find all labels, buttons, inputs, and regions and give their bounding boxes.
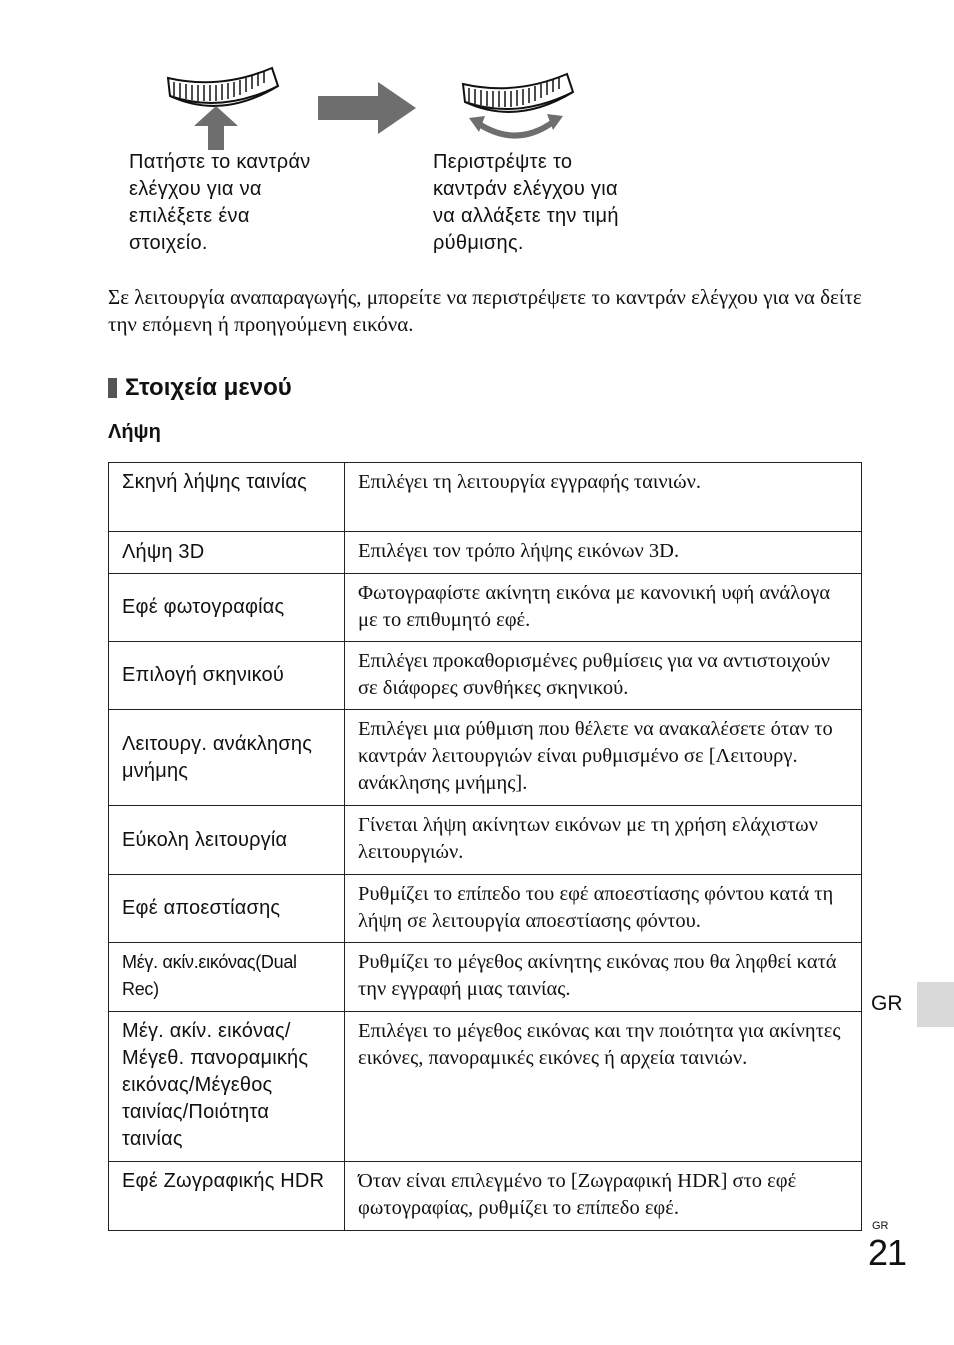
caption-line: στοιχείο. xyxy=(129,232,208,254)
menu-item-description: Επιλέγει προκαθορισμένες ρυθμίσεις για να αντιστοιχούν σε διάφορες συνθήκες σκηνικού. xyxy=(345,642,862,710)
press-dial-caption xyxy=(129,149,311,257)
menu-item-description: Γίνεται λήψη ακίνητων εικόνων με τη χρήση ελάχιστων λειτουργιών. xyxy=(345,806,862,875)
rotate-dial-caption xyxy=(433,149,619,257)
menu-item-description: Όταν είναι επιλεγμένο το [Ζωγραφική HDR] στο εφέ φωτογραφίας, ρυθμίζει το επίπεδο εφέ. xyxy=(345,1162,862,1231)
menu-item-description: Επιλέγει τη λειτουργία εγγραφής ταινιών. xyxy=(345,463,862,532)
menu-item-description: Επιλέγει τον τρόπο λήψης εικόνων 3D. xyxy=(345,532,862,574)
menu-items-table xyxy=(108,462,862,1231)
menu-item-description: Ρυθμίζει το μέγεθος ακίνητης εικόνας που θα ληφθεί κατά την εγγραφή μιας ταινίας. xyxy=(345,943,862,1012)
press-dial-illustration xyxy=(160,60,290,152)
table-row xyxy=(109,1012,862,1162)
menu-item-name: Επιλογή σκηνικού xyxy=(109,642,345,710)
caption-line: Περιστρέψτε το xyxy=(433,151,573,173)
side-tab-marker xyxy=(917,982,954,1027)
right-arrow-icon xyxy=(318,82,418,134)
table-row xyxy=(109,710,862,806)
caption-line: ελέγχου για να xyxy=(129,178,262,200)
section-heading xyxy=(108,374,292,402)
menu-item-description: Ρυθμίζει το επίπεδο του εφέ αποεστίασης φόντου κατά τη λήψη σε λειτουργία αποεστίασης φόντου. xyxy=(345,875,862,943)
page-language-label: GR xyxy=(872,1220,889,1232)
table-row xyxy=(109,532,862,574)
menu-item-name: Λήψη 3D xyxy=(109,532,345,574)
control-dial-icon xyxy=(168,68,278,106)
playback-paragraph: Σε λειτουργία αναπαραγωγής, μπορείτε να περιστρέψετε το καντράν ελέγχου για να δείτε την επόμενη ή προηγούμενη εικόνα. xyxy=(108,285,862,336)
menu-item-name: Μέγ. ακίν.εικόνας(Dual Rec) xyxy=(109,943,345,1012)
menu-item-name: Μέγ. ακίν. εικόνας/ Μέγεθ. πανοραμικής εικόνας/Μέγεθος ταινίας/Ποιότητα ταινίας xyxy=(109,1012,345,1162)
side-tab-label: GR xyxy=(871,992,903,1015)
caption-line: καντράν ελέγχου για xyxy=(433,178,618,200)
menu-item-description: Φωτογραφίστε ακίνητη εικόνα με κανονική υφή ανάλογα με το επιθυμητό εφέ. xyxy=(345,574,862,642)
table-row xyxy=(109,806,862,875)
menu-item-description: Επιλέγει το μέγεθος εικόνας και την ποιότητα για ακίνητες εικόνες, πανοραμικές εικόνες ή αρχεία ταινιών. xyxy=(345,1012,862,1162)
menu-item-name: Εφέ Ζωγραφικής HDR xyxy=(109,1162,345,1231)
caption-line: επιλέξετε ένα xyxy=(129,205,250,227)
menu-item-name: Εφέ αποεστίασης xyxy=(109,875,345,943)
table-row xyxy=(109,463,862,532)
table-row xyxy=(109,642,862,710)
table-row xyxy=(109,943,862,1012)
caption-line: ρύθμισης. xyxy=(433,232,524,254)
caption-line: Πατήστε το καντράν xyxy=(129,151,311,173)
menu-item-name: Εφέ φωτογραφίας xyxy=(109,574,345,642)
menu-item-name: Λειτουργ. ανάκλησης μνήμης xyxy=(109,710,345,806)
page-number: 21 xyxy=(868,1232,907,1273)
caption-line: να αλλάξετε την τιμή xyxy=(433,205,619,227)
subheading: Λήψη xyxy=(108,421,161,443)
section-heading-text: Στοιχεία μενού xyxy=(125,374,292,401)
rotate-arrow-icon xyxy=(469,114,563,136)
table-row xyxy=(109,875,862,943)
menu-item-description: Επιλέγει μια ρύθμιση που θέλετε να ανακαλέσετε όταν το καντράν λειτουργιών είναι ρυθμισμένο σε [Λειτουργ. ανάκλησης μνήμης]. xyxy=(345,710,862,806)
table-row xyxy=(109,574,862,642)
rotate-dial-illustration xyxy=(455,66,585,150)
menu-item-name: Εύκολη λειτουργία xyxy=(109,806,345,875)
control-dial-icon xyxy=(463,74,573,112)
heading-marker-icon xyxy=(108,378,117,398)
menu-item-name: Σκηνή λήψης ταινίας xyxy=(109,463,345,532)
table-row xyxy=(109,1162,862,1231)
press-arrow-icon xyxy=(194,106,238,150)
